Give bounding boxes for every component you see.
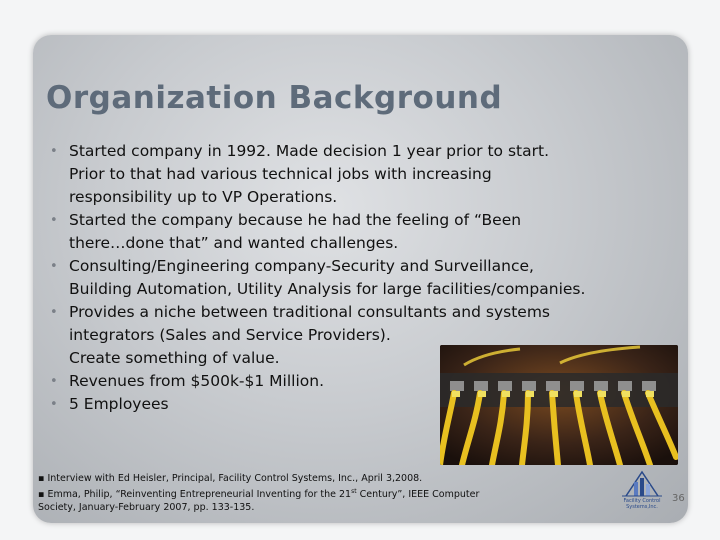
bullet-item	[46, 255, 686, 301]
footnote-2	[38, 485, 518, 501]
footnotes	[38, 472, 518, 514]
bullet-dot-icon: •	[50, 397, 58, 412]
bullet-line: Building Automation, Utility Analysis for large facilities/companies.	[69, 280, 586, 298]
bullet-line: Started the company because he had the feeling of “Been	[69, 211, 522, 229]
bullet-item	[46, 209, 686, 255]
logo-text	[612, 498, 672, 510]
slide-title: Organization Background	[46, 80, 503, 116]
bullet-line: Started company in 1992. Made decision 1 year prior to start.	[69, 142, 549, 160]
bullet-dot-icon: •	[50, 144, 58, 159]
slide-number: 36	[672, 493, 685, 504]
standalone-line: Create something of value.	[69, 349, 280, 367]
bullet-line: Provides a niche between traditional consultants and systems	[69, 303, 550, 321]
bullet-line: Prior to that had various technical jobs with increasing	[69, 165, 492, 183]
bullet-line: there…done that” and wanted challenges.	[69, 234, 399, 252]
bullet-item	[46, 301, 686, 347]
footnote-1: ▪ Interview with Ed Heisler, Principal, Facility Control Systems, Inc., April 3,2008.	[38, 473, 423, 484]
cables-illustration	[440, 345, 678, 465]
bullet-line: responsibility up to VP Operations.	[69, 188, 338, 206]
bullet-line: Revenues from $500k-$1 Million.	[69, 372, 325, 390]
logo-mark-icon	[612, 468, 672, 498]
bullet-dot-icon: •	[50, 213, 58, 228]
bullet-line: Consulting/Engineering company-Security and Surveillance,	[69, 257, 534, 275]
footnote-3: Society, January-February 2007, pp. 133-135.	[38, 502, 255, 514]
footnote-2-text: ▪ Emma, Philip, “Reinventing Entrepreneurial Inventing for the 21	[38, 489, 352, 501]
footnote-2-text-end: Century”, IEEE Computer	[356, 489, 480, 501]
bullet-line: integrators (Sales and Service Providers).	[69, 326, 391, 344]
logo-text-line2: Systems,Inc.	[626, 504, 658, 510]
bullet-item	[46, 140, 686, 209]
bullet-dot-icon: •	[50, 374, 58, 389]
company-logo	[612, 468, 672, 510]
bullet-dot-icon: •	[50, 259, 58, 274]
network-cables-photo	[440, 345, 678, 465]
footnote-2-superscript: st	[351, 488, 357, 495]
bullet-line: 5 Employees	[69, 395, 169, 413]
bullet-dot-icon: •	[50, 305, 58, 320]
logo-text-line1: Facility Control	[623, 498, 661, 504]
